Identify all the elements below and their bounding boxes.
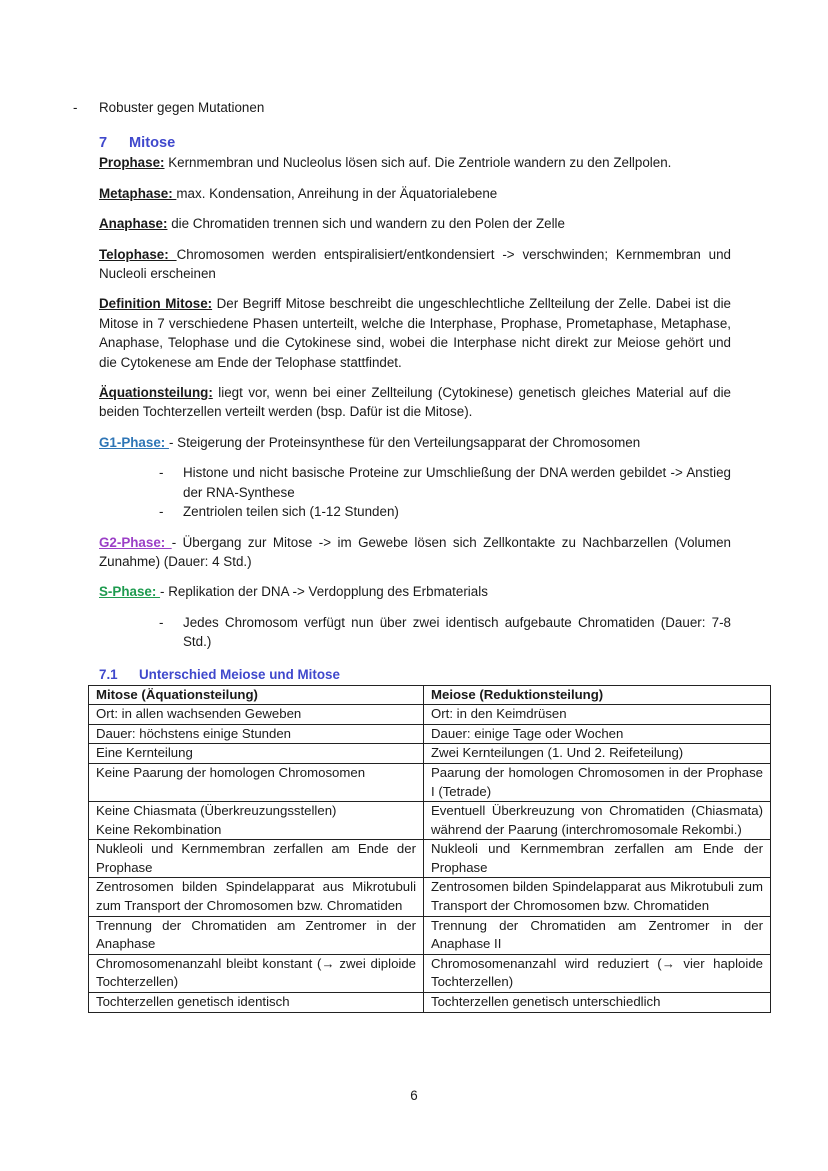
cell-mitose: Keine Paarung der homologen Chromosomen <box>89 763 424 801</box>
s-paragraph <box>99 582 731 601</box>
cell-meiose: Trennung der Chromatiden am Zentromer in der Anaphase II <box>424 916 771 954</box>
cell-meiose: Ort: in den Keimdrüsen <box>424 705 771 725</box>
table-row <box>89 724 771 744</box>
cell-meiose: Zentrosomen bilden Spindelapparat aus Mikrotubuli zum Transport der Chromosomen bzw. Chromatiden <box>424 878 771 916</box>
aequation-paragraph <box>99 383 731 422</box>
cell-mitose: Trennung der Chromatiden am Zentromer in der Anaphase <box>89 916 424 954</box>
phase-term: Anaphase: <box>99 216 168 232</box>
phase-metaphase <box>99 184 731 203</box>
comparison-table <box>88 685 771 1013</box>
subsection-heading <box>99 666 731 684</box>
definition-text: Der Begriff Mitose beschreibt die ungeschlechtliche Zellteilung der Zelle. Dabei ist die Mitose in 7 verschiedene Phasen unterteilt, welche die Interphase, Prophase, Prometaphase, Metaphase, Anaphase, Telophase und die Cytokinese sind, wobei die Interphase nicht direkt zur Meiose gehört und die Cytokenese am Ende der Telophase stattfindet. <box>99 296 732 370</box>
cell-mitose: Dauer: höchstens einige Stunden <box>89 724 424 744</box>
subsection-title: Unterschied Meiose und Mitose <box>139 666 340 682</box>
cell-mitose: Ort: in allen wachsenden Geweben <box>89 705 424 725</box>
g2-paragraph <box>99 533 731 572</box>
cell-mitose: Eine Kernteilung <box>89 744 424 764</box>
phase-term: Telophase: <box>99 246 177 262</box>
list-item-text: Zentriolen teilen sich (1-12 Stunden) <box>183 504 399 520</box>
table-header-row <box>89 685 771 705</box>
aequation-term: Äquationsteilung: <box>99 385 213 401</box>
cell-meiose: Nukleoli und Kernmembran zerfallen am Ende der Prophase <box>424 840 771 878</box>
cell-meiose: Paarung der homologen Chromosomen in der Prophase I (Tetrade) <box>424 763 771 801</box>
g1-text: - Steigerung der Proteinsynthese für den Verteilungsapparat der Chromosomen <box>168 434 641 450</box>
g2-text: - Übergang zur Mitose -> im Gewebe lösen sich Zellkontakte zu Nachbarzellen (Volumen Zunahme) (Dauer: 4 Std.) <box>99 534 731 569</box>
cell-meiose: Tochterzellen genetisch unterschiedlich <box>424 993 771 1013</box>
bullet-dash: - <box>159 614 164 630</box>
definition-term: Definition Mitose: <box>99 296 213 312</box>
g2-term: G2-Phase: <box>99 534 172 550</box>
g1-term: G1-Phase: <box>99 434 169 450</box>
s-term: S-Phase: <box>99 584 161 600</box>
phase-text: Chromosomen werden entspiralisiert/entkondensiert -> verschwinden; Kernmembran und Nucleoli erscheinen <box>99 246 731 282</box>
phase-text: max. Kondensation, Anreihung in der Äquatorialebene <box>176 185 498 201</box>
list-item-text: Jedes Chromosom verfügt nun über zwei identisch aufgebaute Chromatiden (Dauer: 7-8 Std.) <box>183 614 731 650</box>
page-number: 6 <box>410 1088 418 1103</box>
section-number: 7 <box>99 135 108 152</box>
definition-paragraph <box>99 294 731 372</box>
g1-paragraph <box>99 433 731 452</box>
cell-mitose: Zentrosomen bilden Spindelapparat aus Mikrotubuli zum Transport der Chromosomen bzw. Chromatiden <box>89 878 424 916</box>
table-row <box>89 916 771 954</box>
document-page <box>73 98 763 1013</box>
table-row <box>89 993 771 1013</box>
s-text: - Replikation der DNA -> Verdopplung des Erbmaterials <box>160 584 488 600</box>
section-heading <box>99 133 731 153</box>
header-meiose: Meiose (Reduktionsteilung) <box>424 685 771 705</box>
phase-prophase <box>99 153 731 172</box>
table-row <box>89 954 771 992</box>
subsection-number: 7.1 <box>99 666 118 682</box>
aequation-text: liegt vor, wenn bei einer Zellteilung (Cytokinese) genetisch gleiches Material auf die beiden Tochterzellen verteilt werden (bsp. Dafür ist die Mitose). <box>99 385 731 420</box>
list-item-text: Histone und nicht basische Proteine zur Umschließung der DNA werden gebildet -> Anstieg der RNA-Synthese <box>183 465 731 500</box>
bullet-dash: - <box>159 504 164 520</box>
phase-text: die Chromatiden trennen sich und wandern zu den Polen der Zelle <box>167 216 565 232</box>
table-row <box>89 840 771 878</box>
intro-bullet <box>49 98 731 117</box>
g1-bullet-list <box>99 463 731 521</box>
table-body <box>89 705 771 1013</box>
section-title: Mitose <box>129 135 176 152</box>
table-row <box>89 705 771 725</box>
phase-term: Metaphase: <box>99 185 177 201</box>
phase-term: Prophase: <box>99 155 165 171</box>
bullet-dash: - <box>159 465 164 481</box>
table-row <box>89 802 771 840</box>
cell-mitose: Keine Chiasmata (Überkreuzungsstellen) Keine Rekombination <box>89 802 424 840</box>
cell-mitose: Chromosomenanzahl bleibt konstant (→ zwei diploide Tochterzellen) <box>89 954 424 992</box>
phase-telophase <box>99 245 731 284</box>
s-bullet-list <box>99 613 731 652</box>
phase-anaphase <box>99 214 731 233</box>
cell-mitose: Nukleoli und Kernmembran zerfallen am Ende der Prophase <box>89 840 424 878</box>
list-item <box>99 502 731 521</box>
cell-meiose: Zwei Kernteilungen (1. Und 2. Reifeteilung) <box>424 744 771 764</box>
list-item <box>99 463 731 502</box>
cell-meiose: Chromosomenanzahl wird reduziert (→ vier haploide Tochterzellen) <box>424 954 771 992</box>
cell-meiose: Dauer: einige Tage oder Wochen <box>424 724 771 744</box>
bullet-dash: - <box>73 100 78 115</box>
table-row <box>89 744 771 764</box>
phase-text: Kernmembran und Nucleolus lösen sich auf. Die Zentriole wandern zu den Zellpolen. <box>164 155 672 171</box>
cell-mitose: Tochterzellen genetisch identisch <box>89 993 424 1013</box>
table-row <box>89 878 771 916</box>
table-row <box>89 763 771 801</box>
cell-meiose: Eventuell Überkreuzung von Chromatiden (Chiasmata) während der Paarung (interchromosomale Rekombi.) <box>424 802 771 840</box>
intro-bullet-text: Robuster gegen Mutationen <box>99 100 265 115</box>
header-mitose: Mitose (Äquationsteilung) <box>89 685 424 705</box>
list-item <box>99 613 731 652</box>
